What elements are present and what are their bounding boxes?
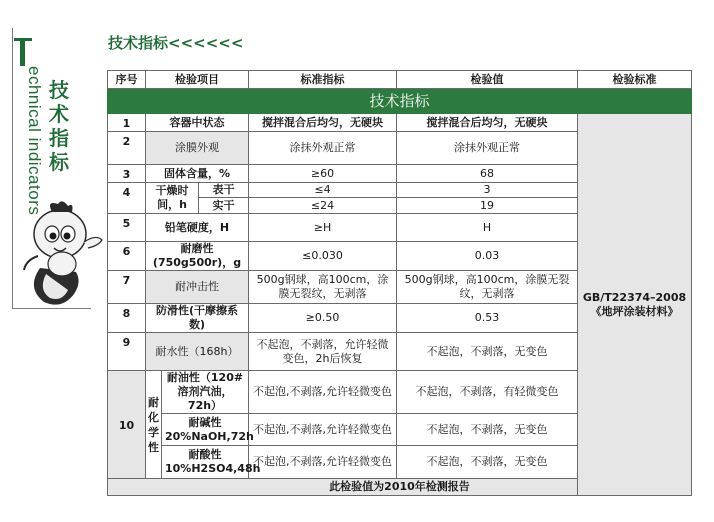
row-val: 3: [397, 183, 578, 198]
row-no: 10: [108, 371, 146, 479]
header-test-value: 检验值: [397, 71, 578, 89]
row-no: 6: [108, 242, 146, 271]
row-val: 不起泡，不剥落，无变色: [397, 414, 578, 446]
row-no: 3: [108, 165, 146, 183]
row-val: 不起泡，不剥落，无变色: [397, 333, 578, 371]
row-std: 不起泡,不剥落,允许轻微变色: [249, 371, 397, 414]
row-std: 搅拌混合后均匀，无硬块: [249, 114, 397, 132]
row-val: 500g钢球，高100cm，涂膜无裂纹，无剥落: [397, 271, 578, 304]
row-subitem: 实干: [199, 198, 249, 214]
row-val: 搅拌混合后均匀，无硬块: [397, 114, 578, 132]
row-item: 固体含量，%: [146, 165, 249, 183]
section-title: 技术指标<<<<<<: [108, 34, 244, 52]
row-subitem: 耐碱性20%NaOH,72h: [162, 414, 249, 446]
row-item: 容器中状态: [146, 114, 249, 132]
row-item: 耐磨性(750g500r)，g: [146, 242, 249, 271]
row-val: 0.03: [397, 242, 578, 271]
row-val: 不起泡，不剥落，有轻微变色: [397, 371, 578, 414]
row-item: 耐冲击性: [146, 271, 249, 304]
row-val: 涂抹外观正常: [397, 132, 578, 165]
row-std: ≥0.50: [249, 304, 397, 333]
row-std: ≤0.030: [249, 242, 397, 271]
table-footer-row: [108, 479, 692, 496]
table-footer: 此检验值为2010年检测报告: [108, 479, 692, 496]
row-std: 不起泡,不剥落,允许轻微变色: [249, 414, 397, 446]
row-item: 耐化学性: [146, 371, 162, 479]
row-subitem: 耐酸性10%H2SO4,48h: [162, 446, 249, 479]
row-no: 2: [108, 132, 146, 165]
row-no: 4: [108, 183, 146, 214]
row-subitem: 表干: [199, 183, 249, 198]
header-standard-index: 标准指标: [249, 71, 397, 89]
table-row: [108, 114, 692, 132]
row-val: 68: [397, 165, 578, 183]
row-no: 7: [108, 271, 146, 304]
side-title-english: echnical indicators: [25, 66, 44, 216]
row-std: 涂抹外观正常: [249, 132, 397, 165]
spec-table: [107, 70, 692, 496]
table-title: 技术指标: [108, 89, 692, 114]
t-stem-icon: [20, 38, 25, 66]
row-val: 0.53: [397, 304, 578, 333]
row-item: 耐水性（168h）: [146, 333, 249, 371]
row-val: 不起泡，不剥落，无变色: [397, 446, 578, 479]
header-no: 序号: [108, 71, 146, 89]
row-no: 5: [108, 214, 146, 242]
row-std: ≤24: [249, 198, 397, 214]
row-std: ≥60: [249, 165, 397, 183]
row-std: 500g钢球，高100cm，涂膜无裂纹，无剥落: [249, 271, 397, 304]
row-item: 涂膜外观: [146, 132, 249, 165]
row-std: 不起泡,不剥落,允许轻微变色: [249, 446, 397, 479]
mascot-illustration: [22, 198, 108, 310]
row-no: 8: [108, 304, 146, 333]
row-std: ≥H: [249, 214, 397, 242]
test-standard-cell: GB/T22374–2008《地坪涂装材料》: [578, 114, 692, 496]
row-val: 19: [397, 198, 578, 214]
row-item: 防滑性(干摩擦系数): [146, 304, 249, 333]
row-std: ≤4: [249, 183, 397, 198]
row-val: H: [397, 214, 578, 242]
header-test-standard: 检验标准: [578, 71, 692, 89]
row-item: 干燥时间，h: [146, 183, 199, 214]
header-item: 检验项目: [146, 71, 249, 89]
row-no: 1: [108, 114, 146, 132]
side-title-chinese: 技术指标: [49, 78, 69, 174]
row-no: 9: [108, 333, 146, 371]
row-item: 铅笔硬度，H: [146, 214, 249, 242]
row-subitem: 耐油性（120#溶剂汽油，72h）: [162, 371, 249, 414]
spec-table-wrapper: [107, 70, 691, 496]
row-std: 不起泡，不剥落，允许轻微变色，2h后恢复: [249, 333, 397, 371]
